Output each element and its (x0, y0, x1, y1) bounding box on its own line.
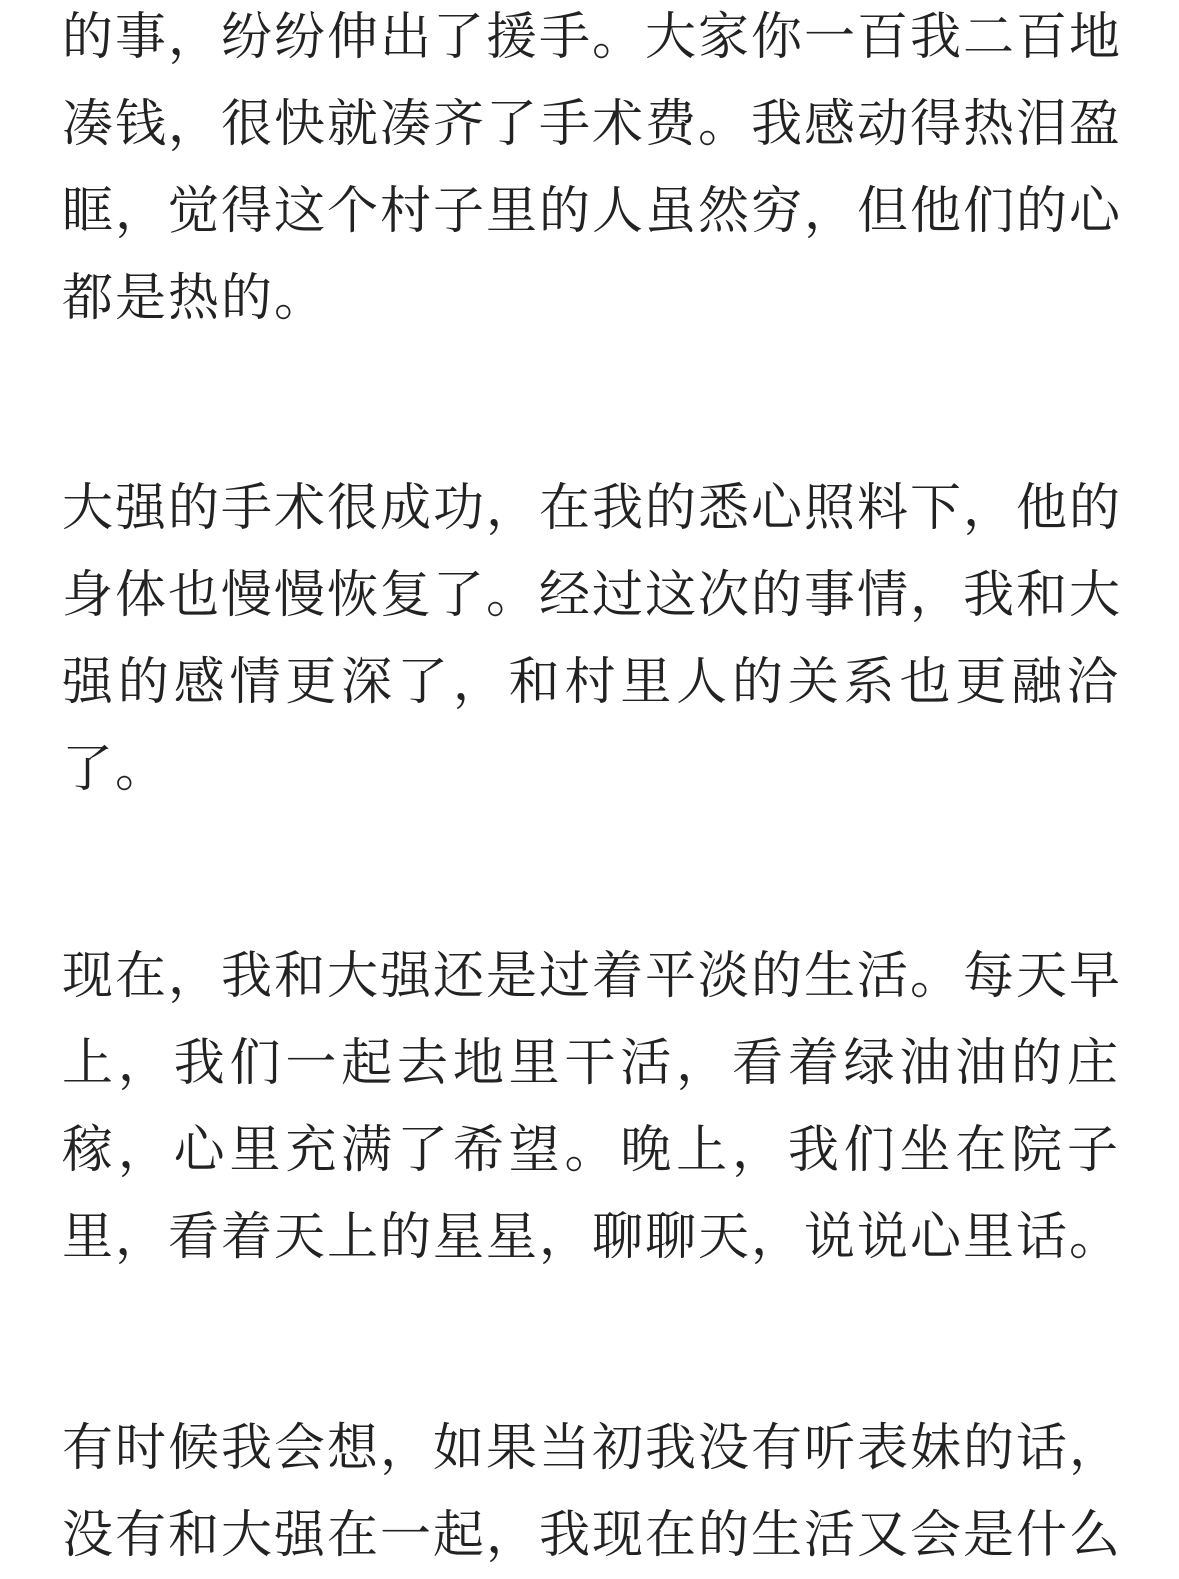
article-paragraph (62, 465, 1123, 813)
article-paragraph (62, 933, 1123, 1281)
text-line: 稼，心里充满了希望。晚上，我们坐在院子 (62, 1121, 1120, 1180)
text-line: 都是热的。 (62, 269, 328, 328)
text-line: 了。 (62, 740, 169, 799)
article-paragraph (62, 0, 1123, 342)
article-paragraph (62, 1405, 1123, 1579)
text-line: 凑钱，很快就凑齐了手术费。我感动得热泪盈 (62, 95, 1123, 154)
text-line: 上，我们一起去地里干活，看着绿油油的庄 (62, 1034, 1120, 1093)
text-line: 眶，觉得这个村子里的人虽然穷，但他们的心 (62, 182, 1123, 241)
text-line: 没有和大强在一起，我现在的生活又会是什么 (62, 1506, 1123, 1565)
text-line: 有时候我会想，如果当初我没有听表妹的话， (62, 1419, 1123, 1478)
text-line: 里，看着天上的星星，聊聊天，说说心里话。 (62, 1208, 1123, 1267)
text-line: 现在，我和大强还是过着平淡的生活。每天早 (62, 947, 1123, 1006)
text-line: 身体也慢慢恢复了。经过这次的事情，我和大 (62, 566, 1123, 625)
text-line: 大强的手术很成功，在我的悉心照料下，他的 (62, 479, 1123, 538)
text-line: 强的感情更深了，和村里人的关系也更融洽 (62, 653, 1120, 712)
text-line: 的事，纷纷伸出了援手。大家你一百我二百地 (62, 8, 1123, 67)
